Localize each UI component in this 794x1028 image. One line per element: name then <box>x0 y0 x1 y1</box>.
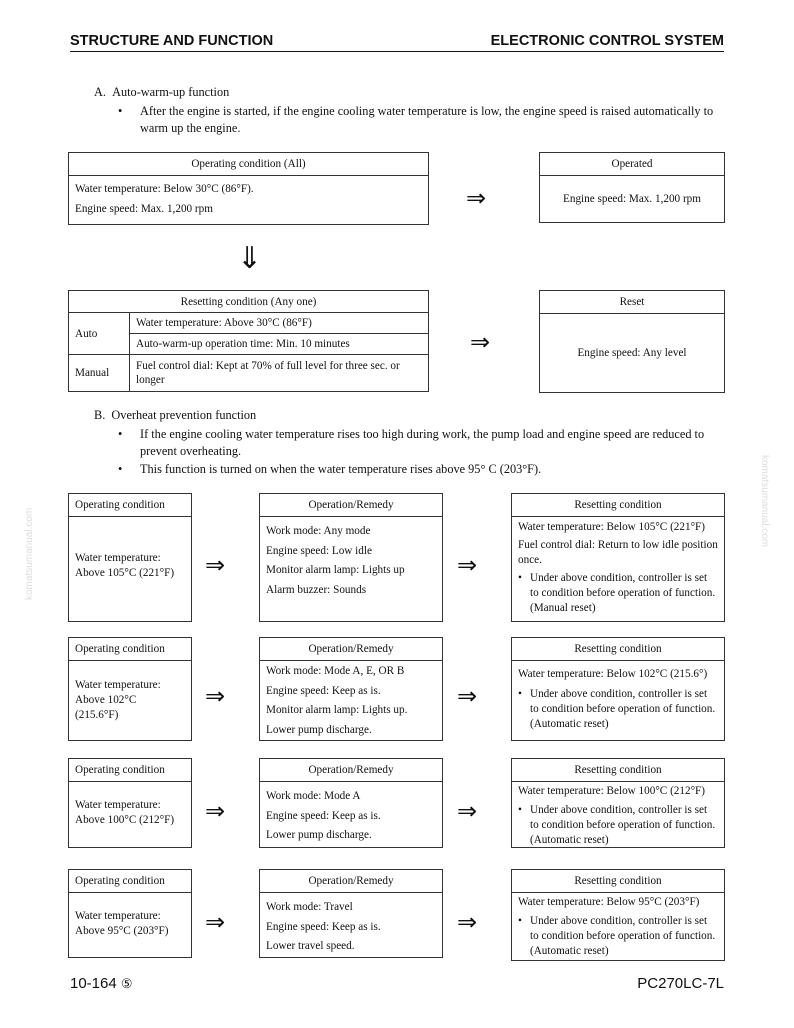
op-header: Operating condition <box>69 870 191 893</box>
remedy-line: Engine speed: Low idle <box>266 544 372 557</box>
operating-condition-box <box>68 758 192 848</box>
operating-condition-box <box>68 869 192 958</box>
op-header: Operating condition <box>69 759 191 782</box>
remedy-header: Operation/Remedy <box>260 759 442 782</box>
reset-bullet-text: Under above condition, controller is set to condition before operation of function. (Manual reset) <box>530 572 716 614</box>
arrow-right-icon: ⇒ <box>466 184 487 212</box>
arrow-right-icon: ⇒ <box>205 797 226 825</box>
operating-line: Water temperature: Below 30°C (86°F). <box>75 183 254 195</box>
bullet-dot: • <box>118 462 123 476</box>
footer-model: PC270LC-7L <box>637 975 724 992</box>
operating-condition-header: Operating condition (All) <box>69 153 428 176</box>
bullet-dot: • <box>518 572 522 584</box>
arrow-right-icon: ⇒ <box>457 682 478 710</box>
footer-page-number <box>70 975 133 992</box>
operated-box <box>539 152 725 223</box>
auto-condition: Water temperature: Above 30°C (86°F) <box>130 313 429 334</box>
resetting-header: Resetting condition (Any one) <box>69 291 429 313</box>
op-line: Water temperature: <box>75 910 161 922</box>
reset-bullet <box>518 687 718 732</box>
bullet-dot: • <box>518 804 522 816</box>
section-a-title: A. Auto-warm-up function <box>94 85 230 99</box>
reset-line: Water temperature: Below 100°C (212°F) <box>518 785 705 797</box>
resetting-box <box>511 869 725 961</box>
arrow-down-icon: ⇓ <box>237 241 263 276</box>
reset-text: Engine speed: Any level <box>577 347 687 359</box>
bullet-text: If the engine cooling water temperature rises too high during work, the pump load and engine speed are reduced to prevent overheating. <box>140 427 705 458</box>
resetting-box <box>511 493 725 622</box>
section-b-bullet <box>118 461 724 479</box>
operated-header: Operated <box>540 153 724 176</box>
arrow-right-icon: ⇒ <box>457 551 478 579</box>
op-line: Water temperature: <box>75 679 161 691</box>
remedy-line: Monitor alarm lamp: Lights up. <box>266 704 408 716</box>
operating-condition-box <box>68 493 192 622</box>
reset-bullet-text: Under above condition, controller is set to condition before operation of function. (Automatic reset) <box>530 915 716 957</box>
operating-line: Engine speed: Max. 1,200 rpm <box>75 203 213 215</box>
watermark-right: komatsumanual.com <box>759 455 770 548</box>
remedy-header: Operation/Remedy <box>260 638 442 661</box>
remedy-box <box>259 869 443 958</box>
arrow-right-icon: ⇒ <box>205 682 226 710</box>
operating-condition-box <box>68 637 192 741</box>
op-line: Above 102°C <box>75 694 137 706</box>
resetting-header: Resetting condition <box>512 759 724 782</box>
remedy-line: Lower pump discharge. <box>266 829 372 841</box>
op-header: Operating condition <box>69 494 191 517</box>
revision-mark: ⑤ <box>120 976 133 991</box>
remedy-header: Operation/Remedy <box>260 870 442 893</box>
bullet-text: After the engine is started, if the engine cooling water temperature is low, the engine speed is raised automatically to warm up the engine. <box>140 104 714 135</box>
section-a-bullet <box>118 103 724 137</box>
section-b-bullet <box>118 426 724 460</box>
op-line: Above 95°C (203°F) <box>75 925 169 937</box>
arrow-right-icon: ⇒ <box>205 551 226 579</box>
reset-header: Reset <box>540 291 724 314</box>
bullet-dot: • <box>118 104 123 118</box>
arrow-right-icon: ⇒ <box>457 908 478 936</box>
reset-line: Water temperature: Below 102°C (215.6°) <box>518 668 708 680</box>
manual-label: Manual <box>69 355 130 392</box>
remedy-line: Engine speed: Keep as is. <box>266 920 381 933</box>
resetting-box <box>511 637 725 741</box>
arrow-right-icon: ⇒ <box>457 797 478 825</box>
op-line: Above 100°C (212°F) <box>75 814 175 826</box>
remedy-line: Work mode: Any mode <box>266 525 371 537</box>
auto-label: Auto <box>69 313 130 355</box>
arrow-right-icon: ⇒ <box>470 328 491 356</box>
op-line: Water temperature: <box>75 799 161 811</box>
resetting-header: Resetting condition <box>512 870 724 893</box>
remedy-line: Work mode: Mode A, E, OR B <box>266 665 405 677</box>
remedy-header: Operation/Remedy <box>260 494 442 517</box>
remedy-line: Alarm buzzer: Sounds <box>266 583 367 596</box>
operated-text: Engine speed: Max. 1,200 rpm <box>563 193 701 205</box>
remedy-line: Engine speed: Keep as is. <box>266 809 381 822</box>
arrow-right-icon: ⇒ <box>205 908 226 936</box>
resetting-header: Resetting condition <box>512 638 724 661</box>
bullet-dot: • <box>518 688 522 700</box>
remedy-line: Monitor alarm lamp: Lights up <box>266 564 405 576</box>
reset-bullet-text: Under above condition, controller is set to condition before operation of function. (Automatic reset) <box>530 804 716 846</box>
operating-condition-box <box>68 152 429 225</box>
op-line: Above 105°C (221°F) <box>75 567 175 579</box>
op-line: Water temperature: <box>75 552 161 564</box>
resetting-condition-table <box>68 290 429 393</box>
resetting-box <box>511 758 725 848</box>
remedy-line: Work mode: Travel <box>266 901 353 913</box>
reset-box <box>539 290 725 393</box>
op-line: (215.6°F) <box>75 709 119 721</box>
reset-line: Water temperature: Below 95°C (203°F) <box>518 896 700 908</box>
remedy-box <box>259 637 443 741</box>
header-right-title: ELECTRONIC CONTROL SYSTEM <box>490 33 724 49</box>
remedy-line: Lower pump discharge. <box>266 723 372 736</box>
reset-bullet <box>518 571 718 616</box>
resetting-header: Resetting condition <box>512 494 724 517</box>
watermark-left: komatsumanual.com <box>24 507 35 600</box>
bullet-dot: • <box>118 427 123 441</box>
manual-condition: Fuel control dial: Kept at 70% of full level for three sec. or longer <box>130 355 429 392</box>
page-number: 10-164 <box>70 975 117 992</box>
remedy-box <box>259 493 443 622</box>
reset-bullet-text: Under above condition, controller is set to condition before operation of function. (Automatic reset) <box>530 688 716 730</box>
bullet-dot: • <box>518 915 522 927</box>
bullet-text: This function is turned on when the water temperature rises above 95° C (203°F). <box>140 462 542 476</box>
reset-line: Fuel control dial: Return to low idle position once. <box>518 539 718 566</box>
remedy-box <box>259 758 443 848</box>
remedy-line: Engine speed: Keep as is. <box>266 684 381 697</box>
reset-line: Water temperature: Below 105°C (221°F) <box>518 521 705 533</box>
reset-bullet <box>518 914 718 959</box>
auto-condition: Auto-warm-up operation time: Min. 10 minutes <box>130 334 429 355</box>
reset-bullet <box>518 803 718 848</box>
remedy-line: Work mode: Mode A <box>266 790 361 802</box>
op-header: Operating condition <box>69 638 191 661</box>
header-rule <box>70 51 724 52</box>
section-b-title: B. Overheat prevention function <box>94 408 257 422</box>
remedy-line: Lower travel speed. <box>266 940 355 952</box>
header-left-title: STRUCTURE AND FUNCTION <box>70 33 274 49</box>
